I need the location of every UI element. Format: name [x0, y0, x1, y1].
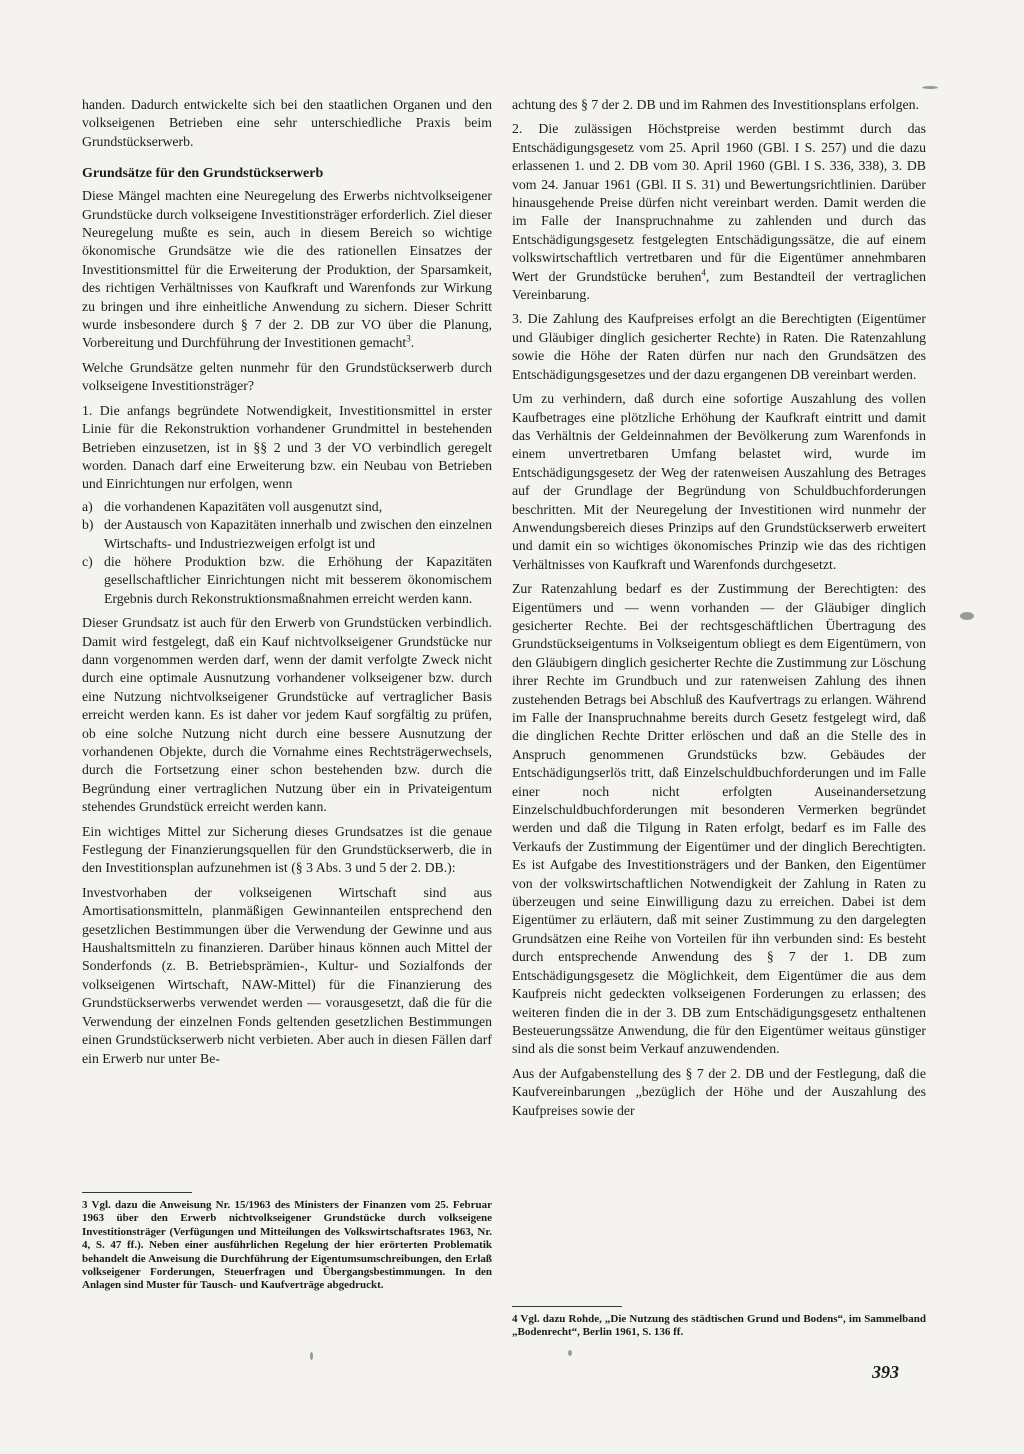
paragraph: 3. Die Zahlung des Kaufpreises erfolgt an die Berechtigten (Eigentümer und Gläubiger dinglich gesicherter Rechte) in Raten. Die Ratenzahlung sowie die Höhe der Raten dürfen nur nach den Grundsätzen des Entschädigungsgesetzes und der dazu ergangenen DB vereinbart werden.	[512, 311, 926, 382]
list-item	[82, 516, 492, 553]
list-item	[82, 553, 492, 608]
list-text: die höhere Produktion bzw. die Erhöhung der Kapazitäten gesellschaftlicher Einrichtungen nicht mit besserem ökonomischem Ergebnis durch Rekonstruktionsmaßnahmen erreicht werden kann.	[104, 553, 492, 606]
paragraph: Aus der Aufgabenstellung des § 7 der 2. DB und der Festlegung, daß die Kaufvereinbarungen „bezüglich der Höhe und der Auszahlung des Kaufpreises sowie der	[512, 1065, 926, 1118]
scan-speck	[922, 86, 938, 89]
paragraph: Diese Mängel machten eine Neuregelung des Erwerbs nichtvolkseigener Grundstücke durch volkseigene Investitionsträger erforderlich. Ziel dieser Neuregelung mußte es sein, auch in diesem Bereich so wichtige ökonomische Grundsätze wie die des rationellen Einsatzes der Investitionsmittel für die Erweiterung der Produktion, der Sparsamkeit, des richtigen Verhältnisses von Kaufkraft und Warenfonds zur Wirkung zu bringen und ihre einheitliche Anwendung zu sichern. Dieser Schritt wurde insbesondere durch § 7 der 2. DB zur VO über die Planung, Vorbereitung und Durchführung der Investitionen gemacht$^3$.	[82, 188, 492, 351]
paragraph: achtung des § 7 der 2. DB und im Rahmen des Investitionsplans erfolgen.	[512, 97, 919, 112]
scan-speck	[568, 1350, 572, 1356]
footnote-area-left	[82, 1192, 492, 1293]
footnote-4: 4 Vgl. dazu Rohde, „Die Nutzung des städtischen Grund und Bodens“, im Sammelband „Bodenrecht“, Berlin 1961, S. 136 ff.	[512, 1313, 926, 1339]
list-item	[82, 498, 492, 516]
footnote-rule	[512, 1306, 622, 1307]
list-marker: c)	[82, 553, 93, 569]
paragraph-text: 2. Die zulässigen Höchstpreise werden bestimmt durch das Entschädigungsgesetz vom 25. April 1960 (GBl. I S. 257) und die dazu erlassenen 1. und 2. DB vom 30. April 1960 (GBl. I S. 336, 338), 3. DB vom 24. Januar 1961 (GBl. II S. 31) und Bewertungsrichtlinien. Darüber hinausgehende Preise dürfen nicht vereinbart werden. Damit werden die im Falle der Inanspruchnahme zu zahlenden und durch das Entschädigungsgesetz festgelegten Entschädigungssätze, die auf einem volkswirtschaftlich vertretbaren und für die Eigentümer annehmbaren Wert der Grundstücke beruhen	[512, 121, 926, 284]
paragraph-text: , zum Bestandteil der vertraglichen Vereinbarung.	[512, 268, 927, 303]
footnote-rule	[82, 1192, 192, 1193]
footnote-3: 3 Vgl. dazu die Anweisung Nr. 15/1963 des Ministers der Finanzen vom 25. Februar 1963 über den Erwerb nichtvolkseigener Grundstücke durch volkseigene Investitionsträger (Verfügungen und Mitteilungen des Volkswirtschaftsrates 1963, Nr. 4, S. 47 ff.). Neben einer ausführlichen Regelung der hier erörterten Problematik behandelt die Anweisung die Durchführung der Eigentumsumschreibungen, den Erlaß volkseigener Forderungen, Steuerfragen und Übergangsbestimmungen. In den Anlagen sind Muster für Tausch- und Kaufverträge abgedruckt.	[82, 1199, 492, 1292]
paragraph-text: Diese Mängel machten eine Neuregelung des Erwerbs nichtvolkseigener Grundstücke durch volkseigene Investitionsträger erforderlich. Ziel dieser Neuregelung mußte es sein, auch in diesem Bereich so wichtige ökonomische Grundsätze wie die des rationellen Einsatzes der Investitionsmittel für die Erweiterung der Produktion, der Sparsamkeit, des richtigen Verhältnisses von Kaufkraft und Warenfonds zur Wirkung zu bringen und ihre einheitliche Anwendung zu sichern. Dieser Schritt wurde insbesondere durch § 7 der 2. DB zur VO über die Planung, Vorbereitung und Durchführung der Investitionen gemacht	[82, 188, 492, 351]
scan-speck	[960, 612, 974, 620]
paragraph: Investvorhaben der volkseigenen Wirtschaft sind aus Amortisationsmitteln, planmäßigen Gewinnanteilen entsprechend den gesetzlichen Bestimmungen über die Verwendung der Gewinne und aus Haushaltsmitteln zu finanzieren. Darüber hinaus können auch Mittel der Sonderfonds (z. B. Betriebsprämien-, Kultur- und Sozialfonds der volkseigenen Wirtschaft, NAW-Mittel) für die Finanzierung des Grundstückserwerbs verwendet werden — vorausgesetzt, daß die für die Verwendung der einzelnen Fonds geltenden gesetzlichen Bestimmungen einen Grundstückserwerb nicht verbieten. Aber auch in diesen Fällen darf ein Erwerb nur unter Be-	[82, 884, 492, 1066]
list-text: die vorhandenen Kapazitäten voll ausgenutzt sind,	[104, 498, 383, 514]
list-marker: a)	[82, 498, 93, 514]
list-text: der Austausch von Kapazitäten innerhalb und zwischen den einzelnen Wirtschafts- und Industriezweigen erfolgt ist und	[104, 517, 492, 551]
paragraph: handen. Dadurch entwickelte sich bei den staatlichen Organen und den volkseigenen Betrieben eine sehr unterschiedliche Praxis beim Grundstückserwerb.	[82, 97, 492, 149]
section-heading: Grundsätze für den Grundstückserwerb	[82, 166, 324, 182]
footnote-ref: 3	[406, 333, 411, 344]
page-number: 393	[872, 1362, 899, 1382]
paragraph: Zur Ratenzahlung bedarf es der Zustimmung der Berechtigten: des Eigentümers und — wenn vorhanden — der Gläubiger dinglich gesicherter Rechte. Bei der rechtsgeschäftlichen Übertragung des Grundstückseigentums in Volkseigentum obliegt es dem Eigentümern, von den Gläubigern dinglich gesicherter Rechte die Zustimmung zur Löschung ihrer Rechte im Grundbuch und zur ratenweisen Zahlung des ihnen zustehenden Betrags bei Abschluß des Kaufvertrags zu erlangen. Während im Falle der Inanspruchnahme bereits durch Gesetz festgelegt wird, daß die dinglichen Rechte Dritter erlöschen und daß an die Stelle des in Anspruch genommenen Grundstücks bzw. Gebäudes der Entschädigungserlös tritt, daß Einzelschuldbuchforderungen und im Falle einer noch nicht erfolgten Auseinandersetzung Einzelschuldbuchforderungen mit besonderen Vermerken begründet werden und daß die Tilgung in Raten erfolgt, bedarf es im Falle des Verkaufs der Zustimmung der Eigentümer und der dinglich Berechtigten. Es ist Aufgabe des Investitionsträgers und der Banken, den Eigentümer von der volkswirtschaftlichen Notwendigkeit der Zahlung in Raten zu überzeugen und seine Einwilligung dazu zu erreichen. Dabei ist dem Eigentümer zu erläutern, daß mit seiner Zustimmung zu den dargelegten Grundsätzen eine Reihe von Vorteilen für ihn verbunden sind: Es besteht durch entsprechende Anwendung des § 7 der 1. DB zum Entschädigungsgesetz die Möglichkeit, dem Eigentümer die aus dem Kaufpreis nicht gedeckten volkseigenen Forderungen zu erlassen; des weiteren finden die in der 3. DB zum Entschädigungsgesetz enthaltenen Besteuerungssätze Anwendung, die für den Eigentümer weitaus günstiger sind als die sonst beim Verkauf anzuwendenden.	[512, 581, 926, 1057]
footnote-area-right	[512, 1306, 926, 1340]
right-column	[512, 96, 926, 1126]
paragraph: Ein wichtiges Mittel zur Sicherung dieses Grundsatzes ist die genaue Festlegung der Finanzierungsquellen für den Grundstückserwerb, die in den Investitionsplan aufzunehmen ist (§ 3 Abs. 3 und 5 der 2. DB.):	[82, 823, 492, 876]
footnote-ref: 4	[701, 267, 706, 278]
left-column	[82, 96, 492, 1074]
condition-list	[82, 498, 492, 608]
scan-speck	[310, 1352, 313, 1360]
list-marker: b)	[82, 517, 94, 533]
paragraph	[512, 120, 926, 304]
paragraph: Um zu verhindern, daß durch eine sofortige Auszahlung des vollen Kaufbetrages eine plötzliche Erhöhung der Kaufkraft eintritt und damit das Verhältnis der Geldeinnahmen der Bevölkerung zum Warenfonds in einem unvertretbaren Umfang belastet wird, wurde im Entschädigungsgesetz der Weg der ratenweisen Auszahlung des Betrages auf der Grundlage der Begründung von Schuldbuchforderungen beschritten. Mit der Neuregelung der Investitionen wird nunmehr der Anwendungsbereich dieses Prinzips auf den Grundstückserwerb erweitert und damit ein so wichtiges ökonomisches Prinzip wie das des richtigen Verhältnisses von Kaufkraft und Warenfonds durchgesetzt.	[512, 391, 926, 572]
paragraph: Welche Grundsätze gelten nunmehr für den Grundstückserwerb durch volkseigene Investitionsträger?	[82, 359, 492, 394]
paragraph: Dieser Grundsatz ist auch für den Erwerb von Grundstücken verbindlich. Damit wird festgelegt, daß ein Kauf nichtvolkseigener Grundstücke nur dann vorgenommen werden darf, wenn der damit verfolgte Zweck nicht durch eine optimale Ausnutzung vorhandener volkseigener bzw. durch eine Nutzung nichtvolkseigener Grundstücke auf vertraglicher Basis erreicht werden kann. Es ist daher vor jedem Kauf sorgfältig zu prüfen, ob eine solche Nutzung nicht durch eine bessere Ausnutzung der vorhandenen Objekte, durch die Vornahme eines Rechtsträgerwechsels, durch die Fortsetzung einer schon bestehenden bzw. durch die Begründung einer vertraglichen Nutzung über ein in Privateigentum stehendes Grundstück erreicht werden kann.	[82, 615, 492, 815]
paragraph: 1. Die anfangs begründete Notwendigkeit, Investitionsmittel in erster Linie für die Rekonstruktion vorhandener Grundmittel in bestehenden Betrieben einzusetzen, ist in §§ 2 und 3 der VO verbindlich geregelt worden. Danach darf eine Erweiterung bzw. ein Neubau von Betrieben und Einrichtungen nur erfolgen, wenn	[82, 402, 492, 492]
